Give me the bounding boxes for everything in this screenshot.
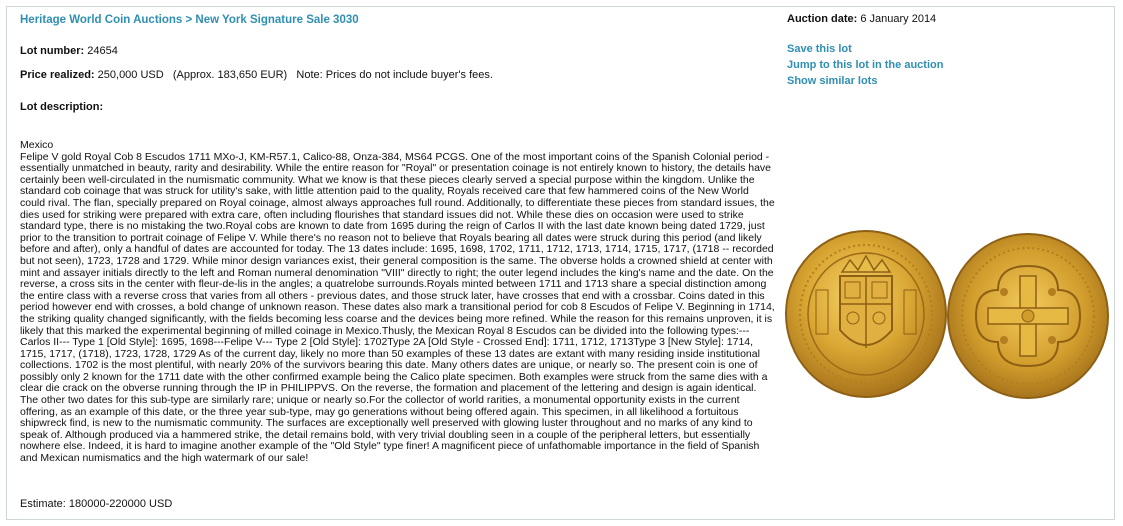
estimate-row	[20, 498, 172, 510]
show-similar-lots-link[interactable]: Show similar lots	[787, 75, 878, 87]
price-value: 250,000 USD	[97, 69, 164, 81]
breadcrumb-auction-house-link[interactable]: Heritage World Coin Auctions	[20, 14, 183, 26]
breadcrumb-separator: >	[185, 14, 193, 26]
lot-description-label: Lot description:	[20, 101, 104, 113]
estimate-label: Estimate:	[20, 498, 66, 510]
lot-number-row	[20, 45, 118, 57]
lot-description	[20, 140, 776, 465]
breadcrumb	[20, 10, 780, 28]
auction-date-row	[787, 13, 1107, 25]
lot-number-label: Lot number:	[20, 45, 85, 57]
coin-obverse-icon	[786, 231, 946, 397]
auction-date-value: 6 January 2014	[860, 13, 937, 25]
save-lot-link[interactable]: Save this lot	[787, 43, 852, 55]
jump-to-lot-link[interactable]: Jump to this lot in the auction	[787, 59, 944, 71]
breadcrumb-sale-link[interactable]: New York Signature Sale 3030	[195, 14, 359, 26]
lot-country: Mexico	[20, 139, 54, 151]
lot-actions	[787, 41, 943, 89]
lot-description-text: Felipe V gold Royal Cob 8 Escudos 1711 MXo-J, KM-R57.1, Calico-88, Onza-384, MS64 PCGS. One of the most important coins of the Spanish Colonial period - essentially unmatched in beauty, rarity and desirability. While the entire reason for "Royal" or presentation coinage is not entirely known to history, the details have certainly been well-circulated in the numismatic community. What we know is that these pieces clearly served a special purpose within the kingdom. Unlike the standard cob coinage that was struck for utility's sake, with little attention paid to the quality, Royals received care that few hammered coins of the New World could rival. The flan, specially prepared on Royal coinage, almost always approaches full round. Additionally, to differentiate these pieces from standard issues, the dies used for striking were prepared with extra care, often including flourishes that standard issues did not. While these dies on occasion were used to strike standard type, there is no mistaking the two.Royal cobs are known to date from 1695 during the reign of Carlos II with the last date known being dated 1729, just prior to the transition to portrait coinage of Felipe V. While there's no reason not to believe that Royals bearing all dates were struck during this period (and likely before and after), only a handful of dates are accounted for today. The 13 dates include: 1695, 1698, 1702, 1711, 1712, 1713, 1714, 1715, 1717, (1718 -- recorded but not seen), 1723, 1728 and 1729. While minor design variances exist, their general composition is the same. The obverse holds a crowned shield at center with mint and assayer initials directly to the left and Roman numeral denomination "VIII" directly to right; the outer legend includes the king's name and the date. On the reverse, a cross sits in the center with fleur-de-lis in the angles; a quatrelobe surrounds.Royals minted between 1711 and 1713 share a special distinction among the entire class with a reverse cross that varies from all others - previous dates, and those struck later, have crosses that end with a crossbar. Coins dated in this period however end with crosses, a bold change of unknown reason. These dates also mark a transitional period for cob 8 Escudos of Felipe V. Beginning in 1714, the striking quality changed significantly, with the fields becoming less coarse and the devices being more refined. While the reason for this remains unproven, it is likely that this marked the experimental beginning of milled coinage in Mexico.Thusly, the Mexican Royal 8 Escudos can be divided into the following types:---Carlos II--- Type 1 [Old Style]: 1695, 1698---Felipe V--- Type 2 [Old Style]: 1702Type 2A [Old Style - Crossed End]: 1711, 1712, 1713Type 3 [New Style]: 1714, 1715, 1717, (1718), 1723, 1728, 1729 As of the current day, likely no more than 50 examples of these 13 dates are extant with many residing inside institutional collections. 1702 is the most plentiful, with nearly 20% of the survivors bearing this date. Many others dates are unique, or nearly so. The present coin is one of possibly only 2 known for the 1711 date with the other confirmed example being the Calico plate specimen. Both examples were struck from the same dies with a clear die crack on the obverse running through the IP in PHILIPPVS. On the reverse, the formation and placement of the lettering and design is again identical. The other two dates for this sub-type are similarly rare; unique or nearly so.For the collector of world rarities, a monumental opportunity exists in the current offering, as an example of this date, or the three year sub-type, may go generations without being offered again. This specimen, in all likelihood a fortuitous shipwreck find, is new to the numismatic community. The surfaces are exceptionally well preserved with glowing luster throughout and no marks of any kind to speak of. Although produced via a hammered strike, the detail remains bold, with very trivial doubling seen in a couple of the peripheral letters, but essentially nowhere else. Indeed, it is hard to imagine another example of the "Old Style" type finer! A magnificent piece of unfathomable importance in the field of Spanish and Mexican numismatics and the high watermark of our sale!	[20, 150, 775, 465]
auction-date-label: Auction date:	[787, 13, 858, 25]
coin-reverse-icon	[948, 234, 1108, 398]
price-note: Note: Prices do not include buyer's fees.	[296, 69, 493, 81]
price-row	[20, 69, 493, 81]
price-label: Price realized:	[20, 69, 95, 81]
estimate-value: 180000-220000 USD	[68, 498, 173, 510]
lot-number-value: 24654	[87, 45, 118, 57]
coin-images[interactable]	[782, 230, 1112, 400]
price-approx: (Approx. 183,650 EUR)	[172, 69, 288, 81]
